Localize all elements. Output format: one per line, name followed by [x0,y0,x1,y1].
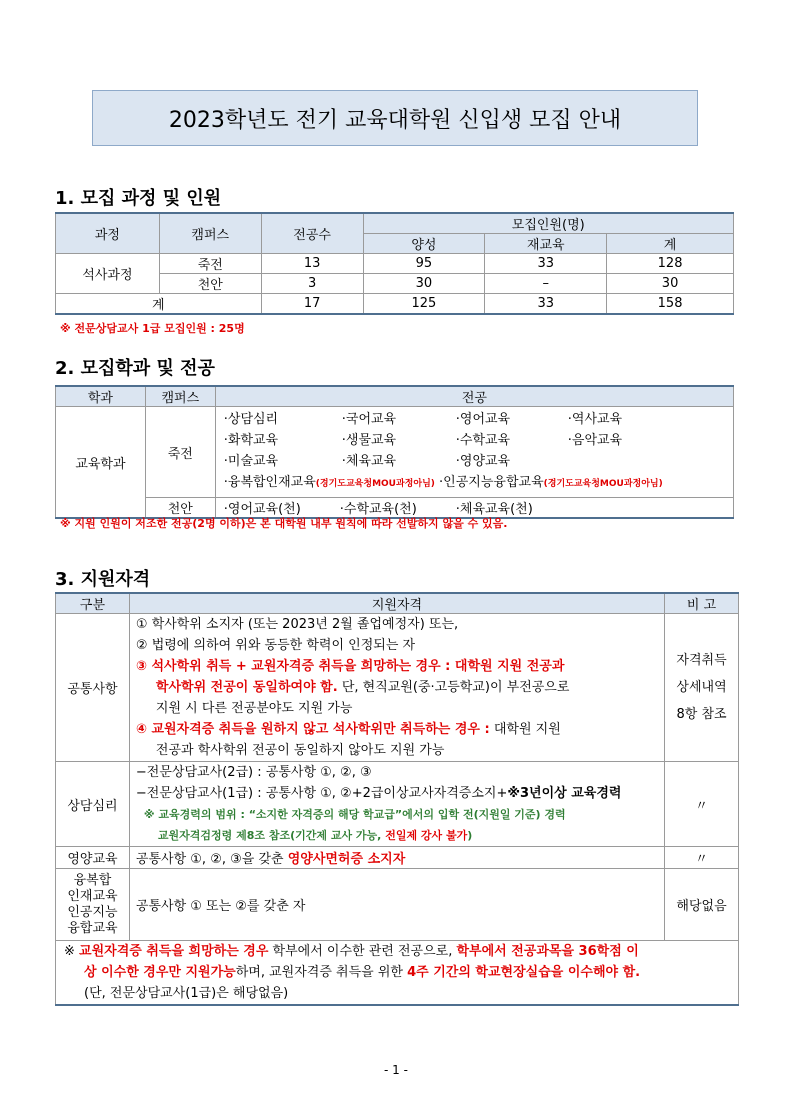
sum-total: 158 [607,294,734,315]
dept-cell: 교육학과 [56,407,146,519]
qual-item-3-red: 학사학위 전공이 동일하여야 함. [155,680,338,695]
remark-line: 자격취득 [676,653,727,668]
major-item: ·음악교육 [567,433,623,448]
nutri-text: 공통사항 ①, ②, ③을 갖춘 [135,852,288,867]
counsel-line-3: ※ 교육경력의 범위 : “소지한 자격증의 해당 학교급”에서의 입학 전(지원일 기준) 경력 [143,808,566,821]
major-item: ·미술교육 [223,454,279,469]
re-cell: – [485,274,607,294]
major-item: ·국어교육 [341,412,397,427]
re-cell: 33 [485,254,607,274]
counsel-line-4-red: 전일제 강사 불가 [385,829,468,842]
remark-line: 8항 참조 [676,707,727,722]
foot-c-red: 상 이수한 경우만 지원가능 [84,965,236,980]
remark-nutri: 〃 [665,847,739,869]
page-number: - 1 - [384,1063,408,1077]
campus1-cell: 죽전 [145,407,215,498]
section2-heading: 2. 모집학과 및 전공 [55,358,215,379]
total-cell: 128 [607,254,734,274]
section3-heading: 3. 지원자격 [55,569,151,590]
remark-conv: 해당없음 [665,869,739,941]
foot-c: 하며, 교원자격증 취득을 위한 [235,965,408,980]
counsel-line-1: −전문상담교사(2급) : 공통사항 ①, ②, ③ [135,765,372,780]
qual-item-1: ① 학사학위 소지자 (또는 2023년 2월 졸업예정자) 또는, [135,617,459,632]
qual-item-4-text: 대학원 지원 [489,722,561,737]
train-cell: 95 [363,254,485,274]
remark-line: 상세내역 [676,680,727,695]
qual-item-3-text: 단, 현직교원(중·고등학교)이 부전공으로 [337,680,570,695]
sec2-note: ※ 지원 인원이 저조한 전공(2명 이하)은 본 대학원 내부 원칙에 따라 선발하지 않을 수 있음. [60,517,508,530]
qual-item-3-cont: 지원 시 다른 전공분야도 지원 가능 [155,701,353,716]
qualification-table [55,592,739,1006]
h-remark: 비 고 [665,593,739,614]
foot-a-red: 교원자격증 취득을 희망하는 경우 [79,944,269,959]
major-item: ·수학교육 [455,433,511,448]
cat-nutri: 영양교육 [56,847,130,869]
h-dept: 학과 [56,386,146,407]
qual-item-4-cont: 전공과 학사학위 전공이 동일하지 않아도 지원 가능 [155,743,445,758]
major-item: ·영양교육 [455,454,511,469]
nutri-qual [129,847,664,869]
major-item: ·인공지능융합교육 [439,475,544,490]
h-qual: 지원자격 [129,593,664,614]
sec1-note: ※ 전문상담교사 1급 모집인원 : 25명 [60,322,245,335]
h-train: 양성 [363,234,485,254]
cat-common: 공통사항 [56,614,130,762]
major-item: ·영어교육(천) [223,502,301,517]
counsel-line-4-end: ) [467,829,473,842]
cat-line: 융복합 [73,872,112,888]
major-item: ·체육교육 [341,454,397,469]
page-title: 2023학년도 전기 교육대학원 신입생 모집 안내 [92,90,698,146]
cat-line: 인재교육 [67,888,118,904]
cat-line: 인공지능 [67,904,118,920]
campus2-cell: 천안 [145,498,215,519]
section1-heading: 1. 모집 과정 및 인원 [55,188,222,209]
qual-item-3: ③ 석사학위 취득 + 교원자격증 취득을 희망하는 경우 : 대학원 지원 전공과 [135,659,565,674]
qual-item-4-red: ④ 교원자격증 취득을 원하지 않고 석사학위만 취득하는 경우 : [135,722,490,737]
qual-footnote [56,941,739,1006]
remark-counsel: 〃 [665,762,739,847]
counsel-line-2: −전문상담교사(1급) : 공통사항 ①, ②+2급이상교사자격증소지+ [135,786,508,801]
foot-b: 학부에서 이수한 관련 전공으로, [268,944,457,959]
foot-d: (단, 전문상담교사(1급)은 해당없음) [84,986,289,1001]
major-item: ·체육교육(천) [455,502,533,517]
sum-train: 125 [363,294,485,315]
major-item: ·융복합인재교육 [223,475,316,490]
qual-item-2: ② 법령에 의하여 위와 동등한 학력이 인정되는 자 [135,638,416,653]
majors-cell: 13 [261,254,363,274]
counsel-qual [129,762,664,847]
major-item: ·역사교육 [567,412,623,427]
major-item: ·생물교육 [341,433,397,448]
foot-a: ※ [64,944,80,959]
h-recruit: 모집인원(명) [363,213,733,234]
cat-counsel: 상담심리 [56,762,130,847]
major-note: (경기도교육청MOU과정아님) [315,479,435,489]
majors-cell: 3 [261,274,363,294]
major-item: ·화학교육 [223,433,279,448]
counsel-line-4: 교원자격검정령 제8조 참조(기간제 교사 가능, [157,829,386,842]
major-table [55,385,734,519]
sum-re: 33 [485,294,607,315]
total-cell: 30 [607,274,734,294]
nutri-red: 영양사면허증 소지자 [287,852,406,867]
h-majors: 전공수 [261,213,363,254]
course-cell: 석사과정 [56,254,160,294]
sum-label: 계 [56,294,262,315]
h-campus2: 캠퍼스 [145,386,215,407]
conv-qual: 공통사항 ① 또는 ②를 갖춘 자 [129,869,664,941]
h-cat: 구분 [56,593,130,614]
counsel-line-2b: ※3년이상 교육경력 [507,786,622,801]
major-item: ·수학교육(천) [339,502,417,517]
common-qual [129,614,664,762]
sum-majors: 17 [261,294,363,315]
h-course: 과정 [56,213,160,254]
campus-cell: 죽전 [159,254,261,274]
h-major: 전공 [215,386,733,407]
major-note: (경기도교육청MOU과정아님) [543,479,663,489]
major-item: ·상담심리 [223,412,279,427]
recruit-table [55,212,734,315]
major-list-jukjeon [215,407,733,498]
remark-common [665,614,739,762]
h-campus: 캠퍼스 [159,213,261,254]
cat-line: 융합교육 [67,920,118,936]
cat-conv [56,869,130,941]
foot-b-red: 학부에서 전공과목을 36학점 이 [456,944,639,959]
foot-c-red2: 4주 기간의 학교현장실습을 이수해야 함. [407,965,641,980]
h-re: 재교육 [485,234,607,254]
major-item: ·영어교육 [455,412,511,427]
campus-cell: 천안 [159,274,261,294]
h-total: 계 [607,234,734,254]
train-cell: 30 [363,274,485,294]
